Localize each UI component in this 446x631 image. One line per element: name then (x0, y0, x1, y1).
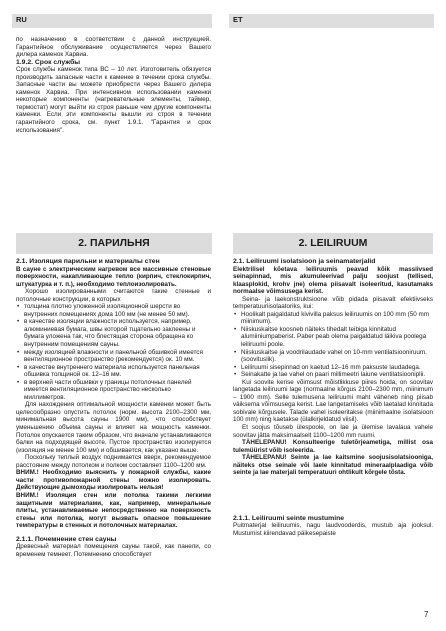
insulation-list (233, 311, 433, 379)
list-item: • толщина плотно уложенной изоляционной шерсти во внутренних помещениях дома 100 мм (не менее 50 мм). (16, 303, 211, 318)
section-2-1-1-title: 2.1.1. Leiliruumi seinte mustumine (233, 514, 345, 522)
section-2-1-paragraph: Et soojus tõuseb ülespoole, on lae ja ülemise lavalaua vahele soovitav jätta maksimaalselt 1100–1200 mm ruumi. (233, 424, 433, 439)
list-item: • Seinakatte ja lae vahel on paari millimeetri laiune ventilatsiooniplii. (233, 371, 433, 379)
header-bar-right (229, 14, 434, 28)
section-title-et: 2. LEILIRUUM (233, 233, 433, 254)
section-1-9-2-text: Срок службы каменок типа ВС – 10 лет. Изготовитель обязуется производить запасные части к каменке в течении срока службы. Запасные части вы можете приобрести через Вашего дилера каменок Харвиа. При интенсивном использовании каменки некоторые компоненты (нагревательные элементы, таймер, термостат) могут выйти из строя раньше чем другие компоненты каменки. Если эти компоненты вышли из строя в течении гарантийного срока, см. пункт 1.9.1. "Гарантия и срок использования". (16, 66, 211, 134)
section-2-1-title: 2.1. Leiliruumi isolatsioon ja seinamaterjalid (233, 258, 376, 265)
section-2-1-paragraph: Для нахождения оптимальной мощности каменки может быть целесообразно опустить потолок (норм. высота 2100–2300 мм, минимальная высота сауны 1900 мм), что способствует уменьшению объема сауны и влияет на мощность каменки. Потолок опускается таким образом, что вначале устанавливаются балки на подходящей высоте. Пустое пространство изолируется (изоляция не менее 100 мм) и обшивается, как указано выше. (16, 401, 211, 454)
section-2-1-1-title: 2.1.1. Почемнение стен сауны (16, 535, 117, 543)
warning-note: ВНИМ.! Изоляция стен или потолка такими легкими защитными материалами, как, например, минеральные плиты, устанавливаемые непосредственно на поверхность стены или потолка, могут вызвать опасное повышение температуры в стенных и потолочных материалах. (16, 491, 211, 530)
insulation-list (16, 303, 211, 401)
list-item: • между изоляцией влажности и панельной обшивкой имеется вентиляционное пространство (рекомендуется) ок. 10 мм. (16, 349, 211, 364)
section-2-1-paragraph: Хорошо изолированными считаются такие стенные и потолочные конструкции, в которых (16, 288, 211, 303)
section-1-9-2-title: 1.9.2. Срок службы (16, 58, 81, 66)
list-item: • в верхней части обшивки у границы потолочных панелей имеется вентиляционное пространство несколько миллиметров. (16, 379, 211, 402)
section-2-1-1-text: Puitmaterjal leiliruumis, nagu laudvooderdis, mustub aja jooksul. Mustumist kiirendavad päikesepaiste (233, 522, 433, 537)
section-2-1-paragraph: Поскольку теплый воздух поднимается вверх, рекомендуемое расстояние между потолком и полком составляет 1100–1200 мм. (16, 454, 211, 469)
page-number: 7 (424, 610, 429, 619)
list-item: • Leiliruumi sisepinnad on kaetud 12–16 mm paksuste laudadega. (233, 364, 433, 372)
list-item: • Niiskuskaitse koosneb näiteks tihedalt teibiga kinnitatud alumiiniumpaberist. Paber peab olema paigaldatud läikiva poolega leiliruumi poole. (233, 326, 433, 349)
list-item: • Niiskuskaitse ja voodrilaudade vahel on 10-mm ventilatsiooniruum. (soovituslik). (233, 349, 433, 364)
header-bar-left (12, 14, 212, 28)
warning-note: ВНИМ.! Необходимо выяснить у пожарной службы, какие части противопожарной стены можно изолировать. Действующие дымоходы изолировать нельзя! (16, 469, 211, 492)
section-2-1-paragraph: Kui soovite kerise võimsust mõistlikkuse piires hoida, on soovitav langetada leiliruumi lage (normaalne kõrgus 2100–2300 mm, miinimum – 1900 mm). Selle tulemusena leiliruumi maht väheneb ning piisab väiksema võimsusega kerist. Lae langetamiseks võib laetalad kinnitada sobivale kõrgusele. Talade vahel isoleeritakse (miinimaalne isolatsioon 100 mm) ning kaetakse (ülalkirjeldatud viisil). (233, 378, 433, 424)
section-2-1-1-text: Древесный материал помещения сауны такой, как панели, со временем темнеет. Потемнению способствует (16, 543, 211, 558)
language-label-et: ET (233, 15, 243, 24)
russian-column-body (16, 258, 211, 558)
estonian-column-body (233, 258, 433, 538)
section-2-1-lead: В сауне с электрическим нагревом все массивные стеновые поверхности, накапливающие тепло (кирпич, стеклокирпич, штукатурка и т. п.), необходимо теплоизолировать. (16, 265, 211, 288)
russian-column-top (16, 36, 211, 134)
language-label-ru: RU (16, 15, 27, 24)
section-title-ru: 2. ПАРИЛЬНЯ (16, 233, 212, 254)
list-item: • в качестве внутреннего материала используется панельная обшивка толщиной ок. 12–16 мм. (16, 364, 211, 379)
list-item: • Hoolikalt paigaldatud kivivilla paksus leiliruumis on 100 mm (50 mm miinimum). (233, 311, 433, 326)
section-2-1-lead: Elektrilisel kõetava leiliruumis peavad kõik massiivsed seinapinnad, mis akumuleerivad palju soojust (tellised, klaasplokid, krohv jne) olema piisavalt isoleeritud, kasutamaks normaalse võimsusega kerist. (233, 265, 433, 296)
section-2-1-title: 2.1. Изоляция парильни и материалы стен (16, 258, 160, 265)
warning-note: TÄHELEPANU! Seinte ja lae kaitsmine soojusisolatsiooniga, näiteks otse seinale või laele kinnitatud mineraalplaadiga võib seinte ja lae materjali temperatuuri ohtlikult kõrgele tõsta. (233, 454, 433, 477)
section-2-1-paragraph: Seina- ja laekonstruktsioone võib pidada piisavalt efektiivseks temperatuuriisolaatoriks, kui: (233, 295, 433, 311)
intro-paragraph: по назначению в соответствии с данной инструкцией. Гарантийное обслуживание осуществляется через Вашего дилера каменок Харвиа. (16, 36, 211, 59)
list-item: • в качестве изоляции влажности используется, например, алюминиевая бумага, швы которой тщательно заклеены и бумага уложена так, что блестящая сторона обращена ко внутренним помещениям сауны. (16, 318, 211, 348)
warning-note: TÄHELEPANU! Konsulteerige tuletõrjeametiga, millist osa tulemüürist võib isoleerida. (233, 439, 433, 454)
